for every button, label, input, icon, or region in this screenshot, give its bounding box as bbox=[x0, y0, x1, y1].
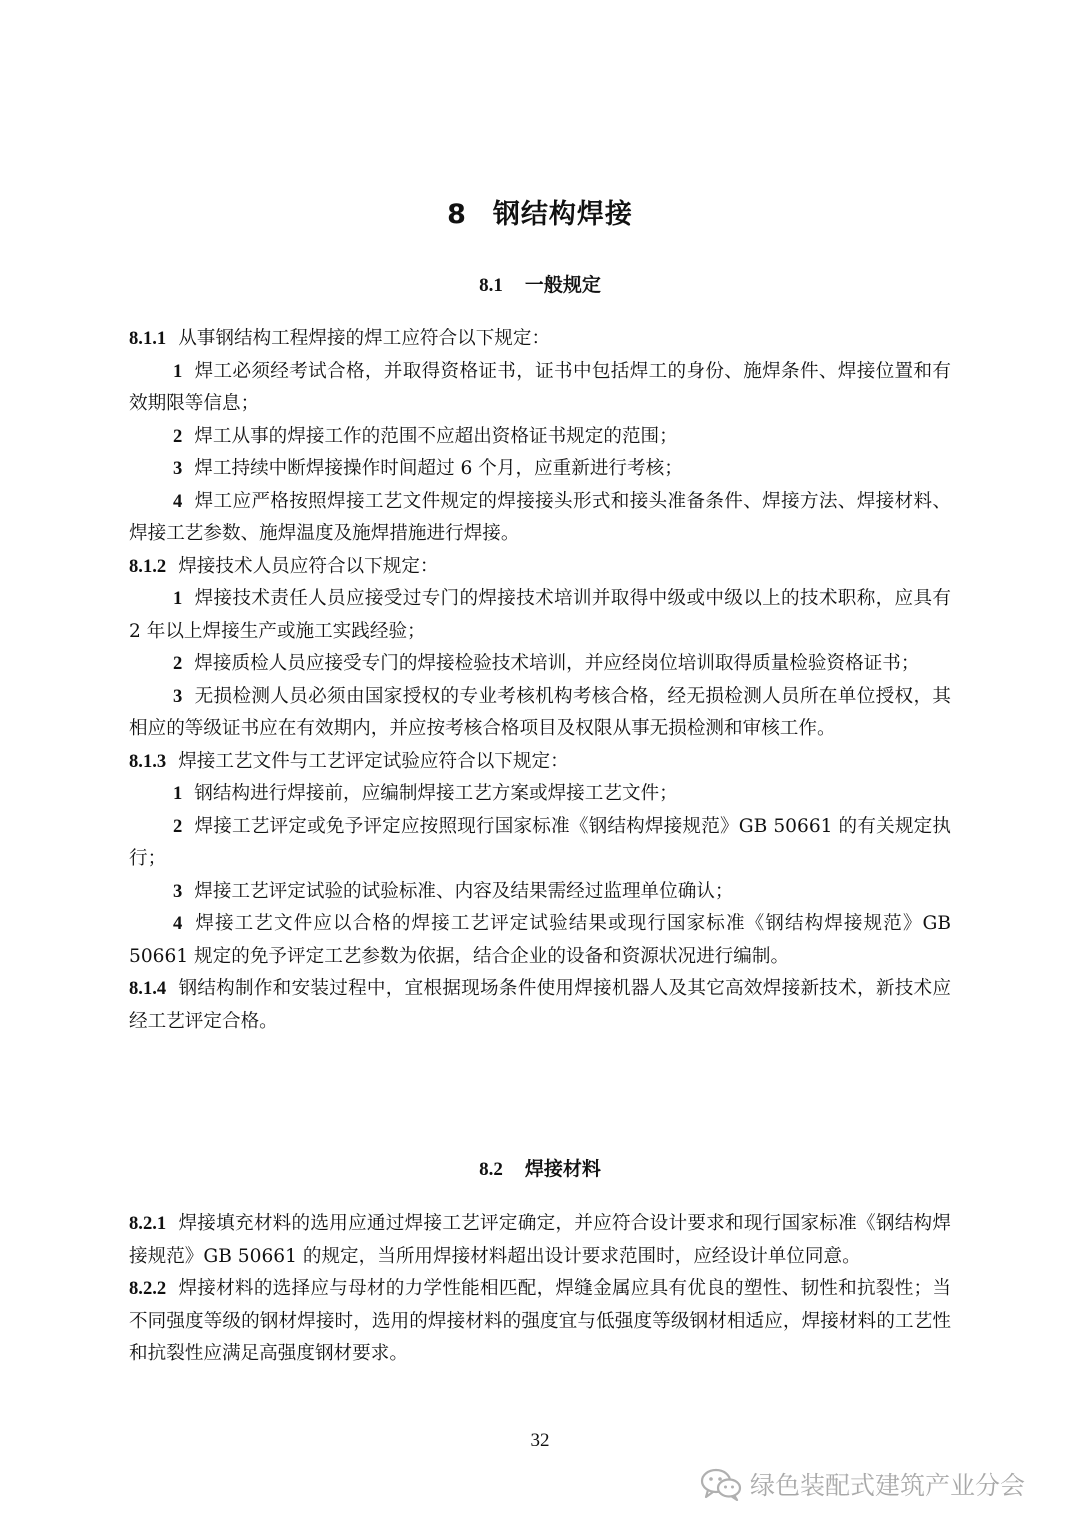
section-title-text: 一般规定 bbox=[524, 274, 601, 296]
clause-8-1-4: 8.1.4 钢结构制作和安装过程中，宜根据现场条件使用焊接机器人及其它高效焊接新技术，新技术应经工艺评定合格。 bbox=[129, 978, 951, 1032]
clause-8-2-2: 8.2.2 焊接材料的选择应与母材的力学性能相匹配，焊缝金属应具有优良的塑性、韧性和抗裂性；当不同强度等级的钢材焊接时，选用的焊接材料的强度宜与低强度等级钢材相适应，焊接材料的工艺性和抗裂性应满足高强度钢材要求。 bbox=[129, 1278, 951, 1364]
clause-item: 3 焊工持续中断焊接操作时间超过 6 个月，应重新进行考核； bbox=[173, 458, 683, 479]
clause-8-1-3: 8.1.3 焊接工艺文件与工艺评定试验应符合以下规定： bbox=[129, 750, 569, 772]
clause-item: 2 焊接质检人员应接受专门的焊接检验技术培训，并应经岗位培训取得质量检验资格证书； bbox=[173, 653, 920, 674]
clause-8-1-1: 8.1.1 从事钢结构工程焊接的焊工应符合以下规定： bbox=[129, 328, 551, 349]
clause-item: 2 焊工从事的焊接工作的范围不应超出资格证书规定的范围； bbox=[173, 425, 678, 447]
section-number: 8.2 bbox=[479, 1159, 503, 1180]
clause-item: 1 焊接技术责任人员应接受过专门的焊接技术培训并取得中级或中级以上的技术职称，应具有 2 年以上焊接生产或施工实践经验； bbox=[129, 588, 951, 642]
clause-item: 2 焊接工艺评定或免予评定应按照现行国家标准《钢结构焊接规范》GB 50661 的有关规定执行； bbox=[129, 815, 951, 869]
section-title-text: 焊接材料 bbox=[524, 1158, 601, 1180]
section-number: 8.1 bbox=[479, 275, 503, 296]
watermark bbox=[700, 1462, 1025, 1506]
clause-8-1-2: 8.1.2 焊接技术人员应符合以下规定： bbox=[129, 555, 439, 577]
clause-item: 1 焊工必须经考试合格，并取得资格证书，证书中包括焊工的身份、施焊条件、焊接位置和有效期限等信息； bbox=[129, 360, 951, 414]
watermark-text: 绿色装配式建筑产业分会 bbox=[750, 1471, 1026, 1500]
section-body-8-2 bbox=[129, 1208, 951, 1371]
section-body-8-1 bbox=[129, 323, 951, 1038]
chapter-title bbox=[0, 192, 1080, 231]
clause-item: 4 焊接工艺文件应以合格的焊接工艺评定试验结果或现行国家标准《钢结构焊接规范》GB 50661 规定的免予评定工艺参数为依据，结合企业的设备和资源状况进行编制。 bbox=[129, 913, 951, 967]
chapter-title-text: 钢结构焊接 bbox=[492, 199, 633, 230]
clause-item: 3 焊接工艺评定试验的试验标准、内容及结果需经过监理单位确认； bbox=[173, 880, 734, 902]
section-title-8-1 bbox=[0, 270, 1080, 297]
clause-item: 4 焊工应严格按照焊接工艺文件规定的焊接接头形式和接头准备条件、焊接方法、焊接材料、焊接工艺参数、施焊温度及施焊措施进行焊接。 bbox=[129, 490, 951, 544]
wechat-icon bbox=[700, 1467, 742, 1501]
clause-item: 3 无损检测人员必须由国家授权的专业考核机构考核合格，经无损检测人员所在单位授权，其相应的等级证书应在有效期内，并应按考核合格项目及权限从事无损检测和审核工作。 bbox=[129, 685, 951, 739]
clause-8-2-1: 8.2.1 焊接填充材料的选用应通过焊接工艺评定确定，并应符合设计要求和现行国家标准《钢结构焊接规范》GB 50661 的规定，当所用焊接材料超出设计要求范围时，应经设计单位同意。 bbox=[129, 1213, 951, 1267]
chapter-number: 8 bbox=[447, 199, 467, 230]
section-title-8-2 bbox=[0, 1154, 1080, 1181]
page-number: 32 bbox=[530, 1430, 550, 1451]
clause-item: 1 钢结构进行焊接前，应编制焊接工艺方案或焊接工艺文件； bbox=[173, 783, 678, 804]
